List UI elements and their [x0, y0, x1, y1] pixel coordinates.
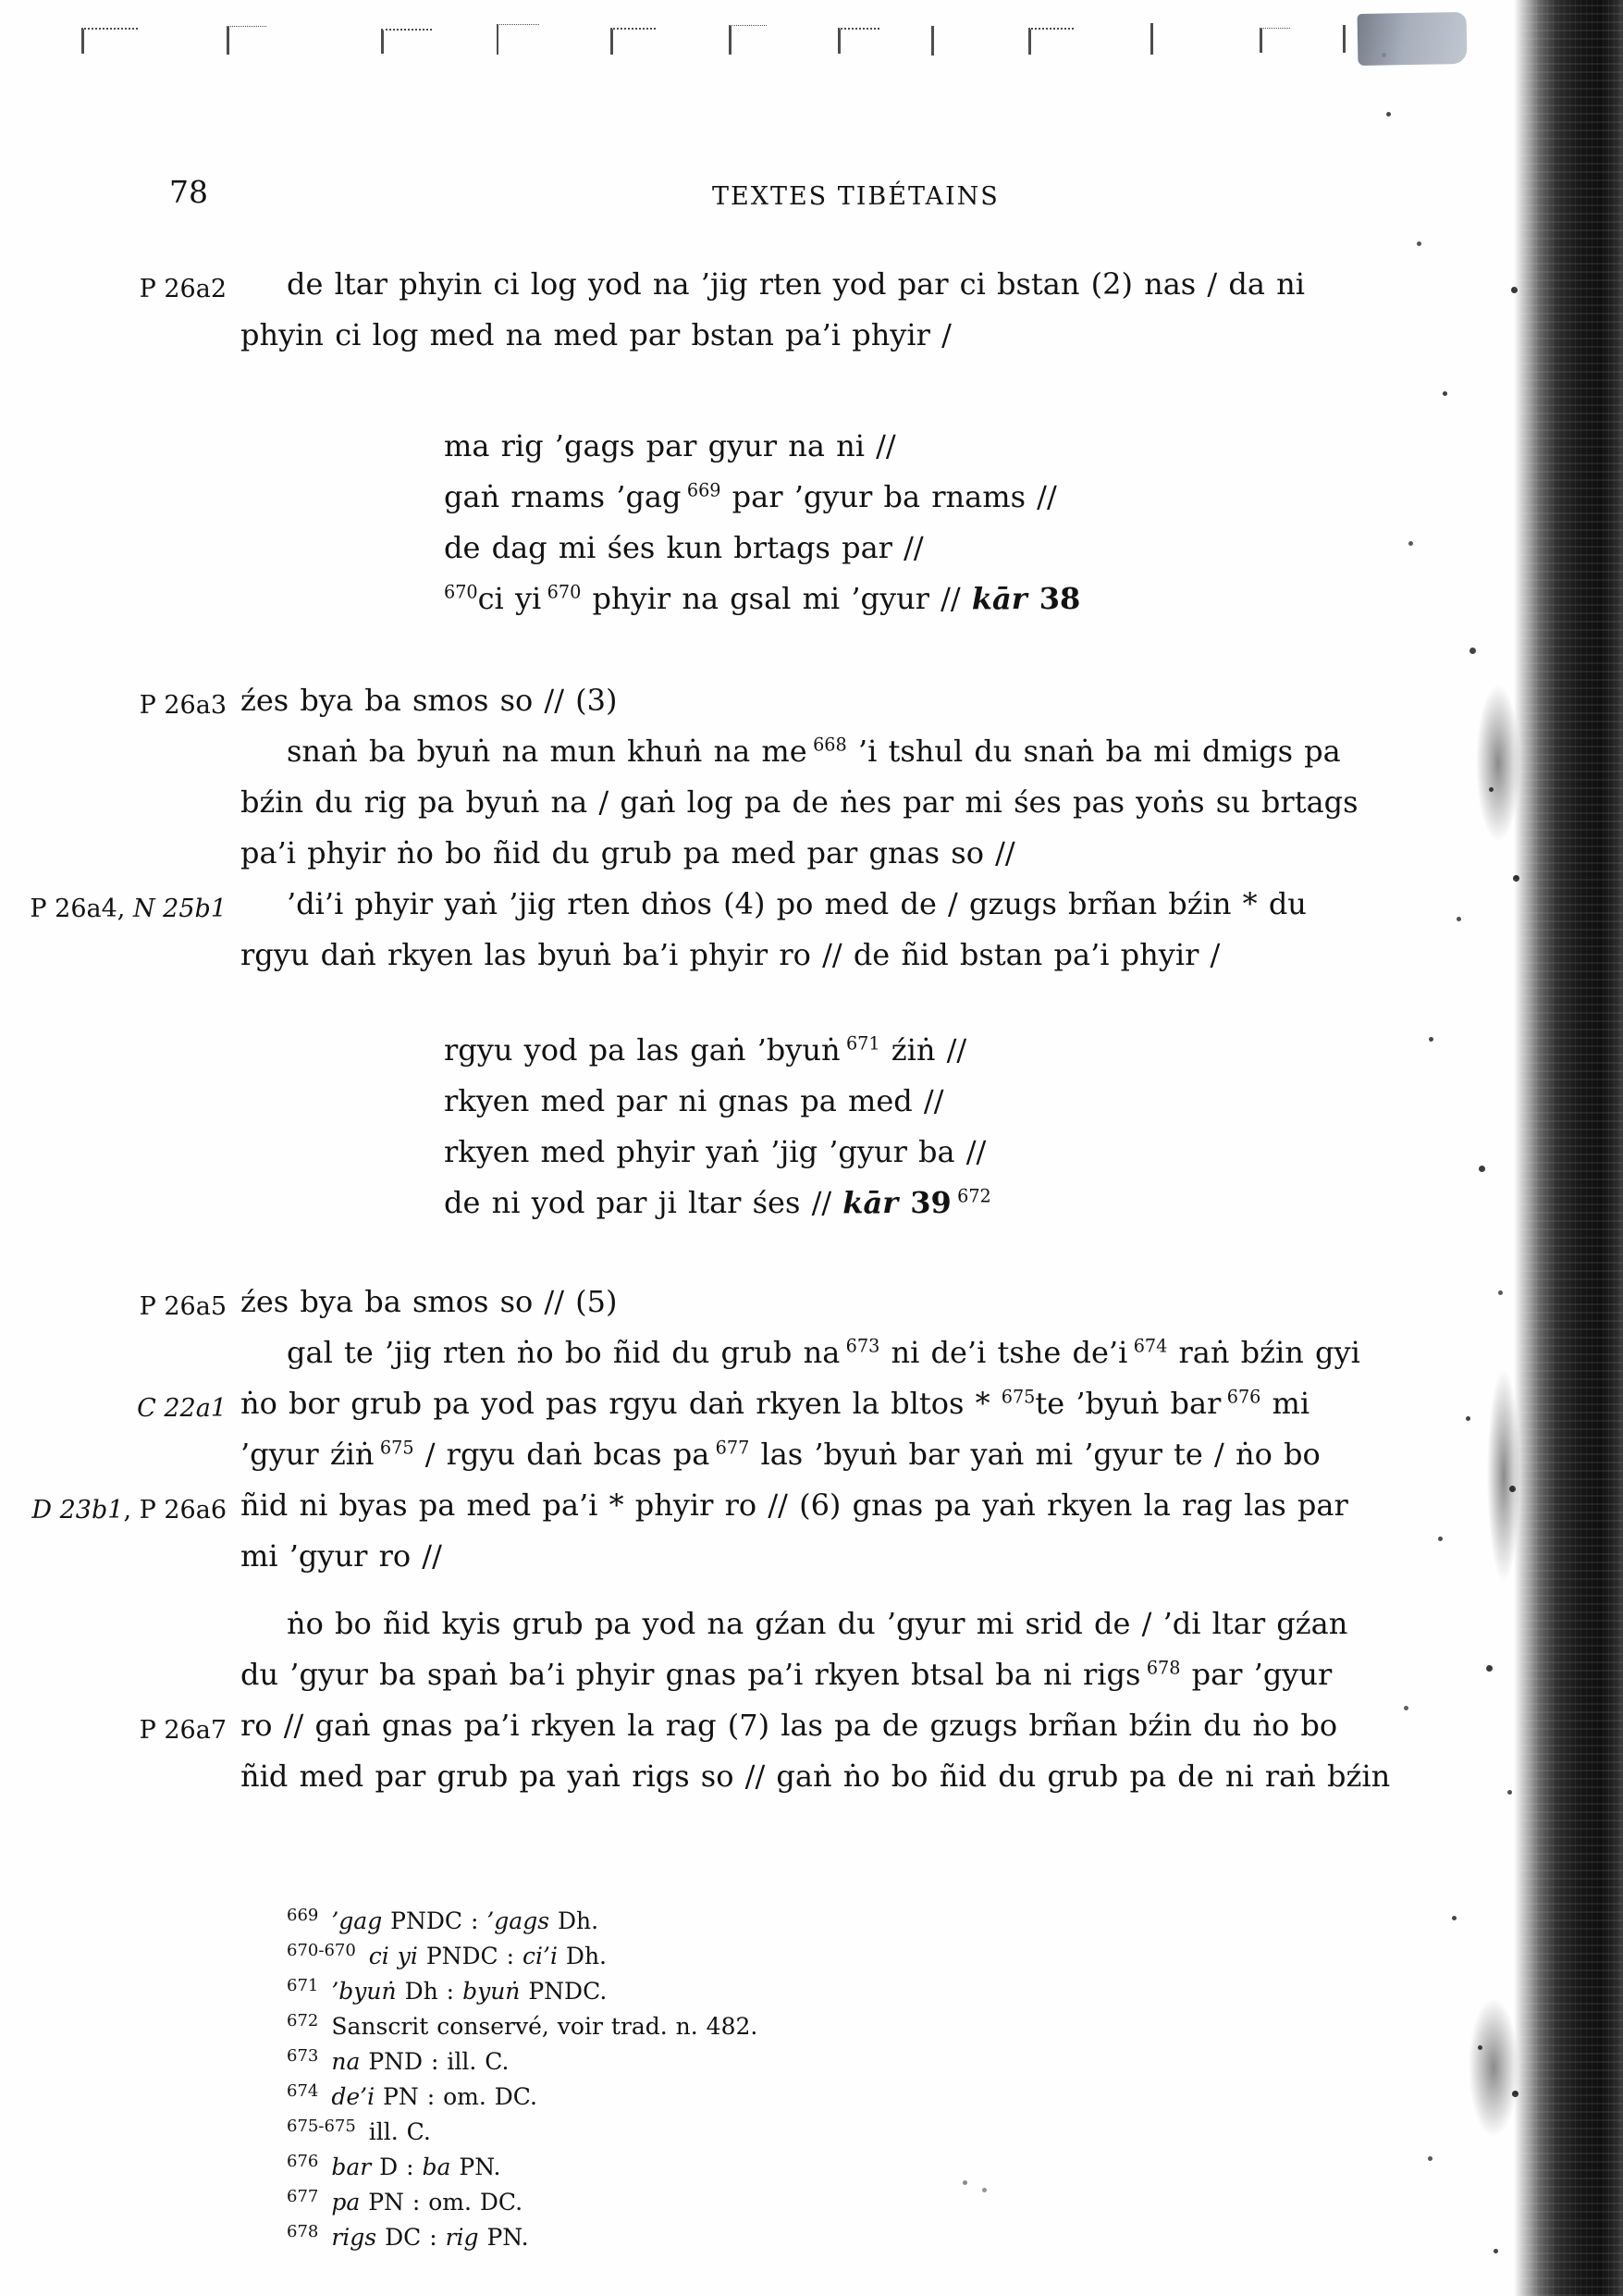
text-segment: mi ’gyur ro // — [240, 1538, 442, 1574]
text-segment: D 23b1 — [31, 1496, 124, 1524]
text-segment: / rgyu daṅ bcas pa — [413, 1437, 716, 1472]
text-segment: de ni yod par ji ltar śes // — [444, 1185, 843, 1220]
footnote-item — [287, 1904, 1346, 1939]
scan-artifact — [381, 29, 432, 54]
margin-source-label — [0, 1705, 227, 1756]
text-segment: Dh. — [557, 1943, 608, 1969]
footnote-item — [287, 1974, 1346, 2009]
verse-block — [240, 1025, 1346, 1228]
footnote-item — [287, 2044, 1346, 2080]
footnote-reference: 672 — [957, 1185, 991, 1207]
paragraph-block — [137, 1378, 1346, 1480]
text-line — [240, 1531, 1346, 1582]
text-segment: bar — [331, 2154, 372, 2180]
margin-source-label — [0, 264, 227, 315]
text-segment: PN. — [450, 2154, 501, 2180]
text-segment: ro // gaṅ gnas pa’i rkyen la rag (7) las pa de gzugs brñan bźin du ṅo bo — [240, 1708, 1338, 1743]
text-segment: ni de’i tshe de’i — [879, 1335, 1134, 1370]
scan-artifact — [1260, 28, 1290, 53]
footnote-reference: 671 — [845, 1032, 880, 1055]
footnote-number: 673 — [287, 2045, 319, 2066]
footnote-number: 678 — [287, 2221, 319, 2241]
text-line — [240, 1700, 1346, 1751]
margin-source-label — [0, 1485, 227, 1536]
text-line — [240, 726, 1346, 777]
paragraph-block — [139, 259, 1346, 361]
text-line — [240, 310, 1346, 361]
footnote-item — [287, 2115, 1346, 2150]
footnote-reference: 670 — [547, 581, 582, 603]
footnote-number: 671 — [287, 1975, 319, 1995]
text-segment: P 26a5 — [139, 1292, 227, 1321]
verse-block — [240, 421, 1346, 624]
text-segment: byuṅ — [462, 1978, 521, 2005]
scan-artifact — [931, 26, 936, 56]
text-segment: ill. C. — [368, 2118, 431, 2145]
scan-artifact — [1028, 28, 1074, 55]
text-segment: rig — [445, 2224, 479, 2251]
scan-artifact — [729, 25, 767, 55]
footnote-number: 675-675 — [287, 2116, 356, 2136]
scan-artifact — [1150, 23, 1155, 55]
text-segment: ṅo bo ñid kyis grub pa yod na gźan du ’gyur mi srid de / ’di ltar gźan — [287, 1606, 1348, 1641]
text-segment: raṅ bźin gyi — [1167, 1335, 1360, 1370]
paragraph-block — [30, 879, 1346, 981]
margin-source-label — [0, 680, 227, 731]
scan-noise-speckles — [0, 0, 3, 3]
text-segment: Dh. — [549, 1907, 599, 1934]
text-line — [444, 523, 1346, 574]
scan-smudge — [1358, 12, 1468, 66]
footnote-reference: 676 — [1226, 1386, 1261, 1408]
text-line — [240, 1378, 1346, 1429]
text-segment: ci’i — [523, 1943, 558, 1969]
text-segment: rkyen med par ni gnas pa med // — [444, 1083, 944, 1118]
text-segment: ’gags — [486, 1907, 550, 1934]
text-segment: te ’byuṅ bar — [1035, 1386, 1227, 1421]
page-number: 78 — [169, 174, 208, 210]
text-segment: snaṅ ba byuṅ na mun khuṅ na me — [287, 734, 814, 769]
text-segment: Dh : — [396, 1978, 463, 2005]
footnotes-section — [287, 1904, 1346, 2255]
text-segment: źes bya ba smos so // (3) — [240, 683, 618, 718]
text-line — [240, 1599, 1346, 1649]
text-segment: N 25b1 — [132, 895, 227, 923]
footnote-reference: 678 — [1146, 1657, 1181, 1679]
text-segment: ma rig ’gags par gyur na ni // — [444, 428, 896, 463]
text-segment: PNDC : — [382, 1907, 487, 1934]
text-segment: rkyen med phyir yaṅ ’jig ’gyur ba // — [444, 1134, 987, 1169]
text-segment: P 26a2 — [139, 275, 227, 303]
footnote-item — [287, 2009, 1346, 2044]
scan-artifact — [1343, 25, 1347, 53]
text-segment: las ’byuṅ bar yaṅ mi ’gyur te / ṅo bo — [749, 1437, 1321, 1472]
scan-wisp — [1469, 1998, 1518, 2137]
text-segment: P 26a4, — [30, 895, 133, 923]
text-segment: ñid ni byas pa med pa’i * phyir ro // (6) gnas pa yaṅ rkyen la rag las par — [240, 1487, 1348, 1523]
text-line — [444, 574, 1346, 624]
text-line — [444, 472, 1346, 523]
text-line — [240, 1480, 1346, 1531]
text-segment: ṅo bor grub pa yod pas rgyu daṅ rkyen la bltos * — [240, 1386, 1002, 1421]
footnote-item — [287, 2185, 1346, 2220]
scan-wisp — [1487, 1369, 1520, 1582]
footnote-reference: 675 — [379, 1437, 414, 1459]
paragraph-block — [139, 1700, 1391, 1802]
text-segment: par ’gyur ba rnams // — [720, 479, 1057, 514]
text-line — [444, 1127, 1346, 1178]
text-segment: D : — [371, 2154, 423, 2180]
scan-artifact — [81, 28, 138, 54]
text-segment: DC : — [376, 2224, 446, 2251]
footnote-number: 672 — [287, 2010, 319, 2031]
text-line — [240, 1429, 1346, 1480]
text-segment: źes bya ba smos so // (5) — [240, 1284, 618, 1319]
text-segment: rgyu yod pa las gaṅ ’byuṅ — [444, 1032, 846, 1068]
scan-artifact — [497, 24, 539, 55]
footnote-item — [287, 2150, 1346, 2185]
text-segment: Sanscrit conservé, voir trad. n. 482. — [331, 2013, 758, 2040]
text-segment: C 22a1 — [137, 1394, 227, 1423]
text-segment: phyin ci log med na med par bstan pa’i phyir / — [240, 317, 952, 352]
text-segment: ’di’i phyir yaṅ ’jig rten dṅos (4) po med de / gzugs brñan bźin * du — [287, 886, 1307, 921]
footnote-reference: 674 — [1133, 1335, 1168, 1357]
scan-wisp — [1476, 685, 1520, 842]
footnote-item — [287, 1939, 1346, 1974]
text-segment: 38 — [1027, 581, 1081, 616]
text-segment: rgyu daṅ rkyen las byuṅ ba’i phyir ro // de ñid bstan pa’i phyir / — [240, 937, 1221, 972]
footnote-reference: 673 — [845, 1335, 880, 1357]
text-segment: ’byuṅ — [331, 1978, 397, 2005]
text-segment: ’gag — [331, 1907, 383, 1934]
text-line — [240, 1277, 1346, 1327]
paragraph-block — [31, 1480, 1348, 1582]
text-segment: P 26a3 — [139, 691, 227, 720]
text-line — [240, 828, 1346, 879]
margin-source-label — [0, 1383, 227, 1434]
text-segment: bźin du rig pa byuṅ na / gaṅ log pa de ṅes par mi śes pas yoṅs su brtags — [240, 784, 1359, 820]
text-segment: du ’gyur ba spaṅ ba’i phyir gnas pa’i rkyen btsal ba ni rigs — [240, 1657, 1147, 1692]
text-segment: PN. — [478, 2224, 529, 2251]
text-segment: phyir na gsal mi ’gyur // — [581, 581, 972, 616]
text-line — [444, 1076, 1346, 1127]
margin-source-label — [0, 1281, 227, 1332]
text-segment: de dag mi śes kun brtags par // — [444, 530, 924, 565]
footnote-reference: 670 — [444, 581, 478, 603]
paragraph-block — [139, 675, 1359, 879]
text-segment: ba — [422, 2154, 451, 2180]
paragraph-block — [139, 1277, 1360, 1378]
text-segment: gaṅ rnams ’gag — [444, 479, 687, 514]
text-segment: rigs — [331, 2224, 377, 2251]
text-segment: PN : om. DC. — [360, 2189, 523, 2216]
text-line — [240, 930, 1346, 981]
scan-artifact — [610, 28, 656, 55]
footnote-number: 674 — [287, 2080, 319, 2101]
text-segment: ci yi — [477, 581, 547, 616]
footnote-number: 670-670 — [287, 1940, 356, 1960]
text-segment: PN : om. DC. — [375, 2083, 537, 2110]
footnote-reference: 669 — [686, 479, 721, 501]
scan-gutter-band — [1514, 0, 1623, 2296]
text-line — [444, 421, 1346, 472]
text-line — [240, 1751, 1391, 1802]
footnote-number: 676 — [287, 2151, 319, 2171]
text-line — [240, 259, 1346, 310]
text-segment: ’gyur źiṅ — [240, 1437, 380, 1472]
text-segment: pa’i phyir ṅo bo ñid du grub pa med par gnas so // — [240, 835, 1015, 870]
paragraph-block — [240, 1599, 1346, 1700]
text-segment: źiṅ // — [879, 1032, 967, 1068]
text-segment: par ’gyur — [1180, 1657, 1333, 1692]
text-segment: pa — [331, 2189, 361, 2216]
footnote-item — [287, 2220, 1346, 2255]
text-segment: P 26a7 — [139, 1716, 227, 1745]
text-line — [444, 1025, 1346, 1076]
text-segment: ’i tshul du snaṅ ba mi dmigs pa — [846, 734, 1341, 769]
text-segment: PNDC : — [417, 1943, 523, 1969]
footnote-reference: 677 — [715, 1437, 750, 1459]
text-segment: de ltar phyin ci log yod na ’jig rten yod par ci bstan (2) nas / da ni — [287, 266, 1305, 302]
text-segment: 39 — [898, 1185, 958, 1220]
footnote-reference: 668 — [813, 734, 847, 756]
text-column — [30, 259, 1391, 2255]
text-segment: PND : ill. C. — [360, 2048, 510, 2075]
footnote-number: 677 — [287, 2186, 319, 2206]
text-segment: ñid med par grub pa yaṅ rigs so // gaṅ ṅo bo ñid du grub pa de ni raṅ bźin — [240, 1759, 1391, 1794]
footnote-item — [287, 2080, 1346, 2115]
text-segment: kār — [971, 581, 1027, 616]
footnote-reference: 675 — [1001, 1386, 1036, 1408]
text-line — [240, 777, 1359, 828]
text-segment: mi — [1260, 1386, 1310, 1421]
text-segment: gal te ’jig rten ṅo bo ñid du grub na — [287, 1335, 846, 1370]
text-line — [444, 1178, 1346, 1228]
text-line — [240, 879, 1346, 930]
scan-artifact — [227, 26, 266, 55]
text-line — [240, 1649, 1346, 1700]
footnote-number: 669 — [287, 1905, 319, 1925]
text-segment: PNDC. — [520, 1978, 608, 2005]
text-line — [240, 675, 1346, 726]
scan-artifact — [838, 28, 879, 54]
text-segment: ci yi — [368, 1943, 418, 1969]
text-segment: na — [331, 2048, 361, 2075]
text-segment: de’i — [331, 2083, 375, 2110]
running-title: TEXTES TIBÉTAINS — [712, 182, 1000, 211]
text-segment: , P 26a6 — [123, 1496, 227, 1524]
text-line — [240, 1327, 1360, 1378]
margin-source-label — [0, 883, 227, 934]
text-segment: kār — [842, 1185, 899, 1220]
